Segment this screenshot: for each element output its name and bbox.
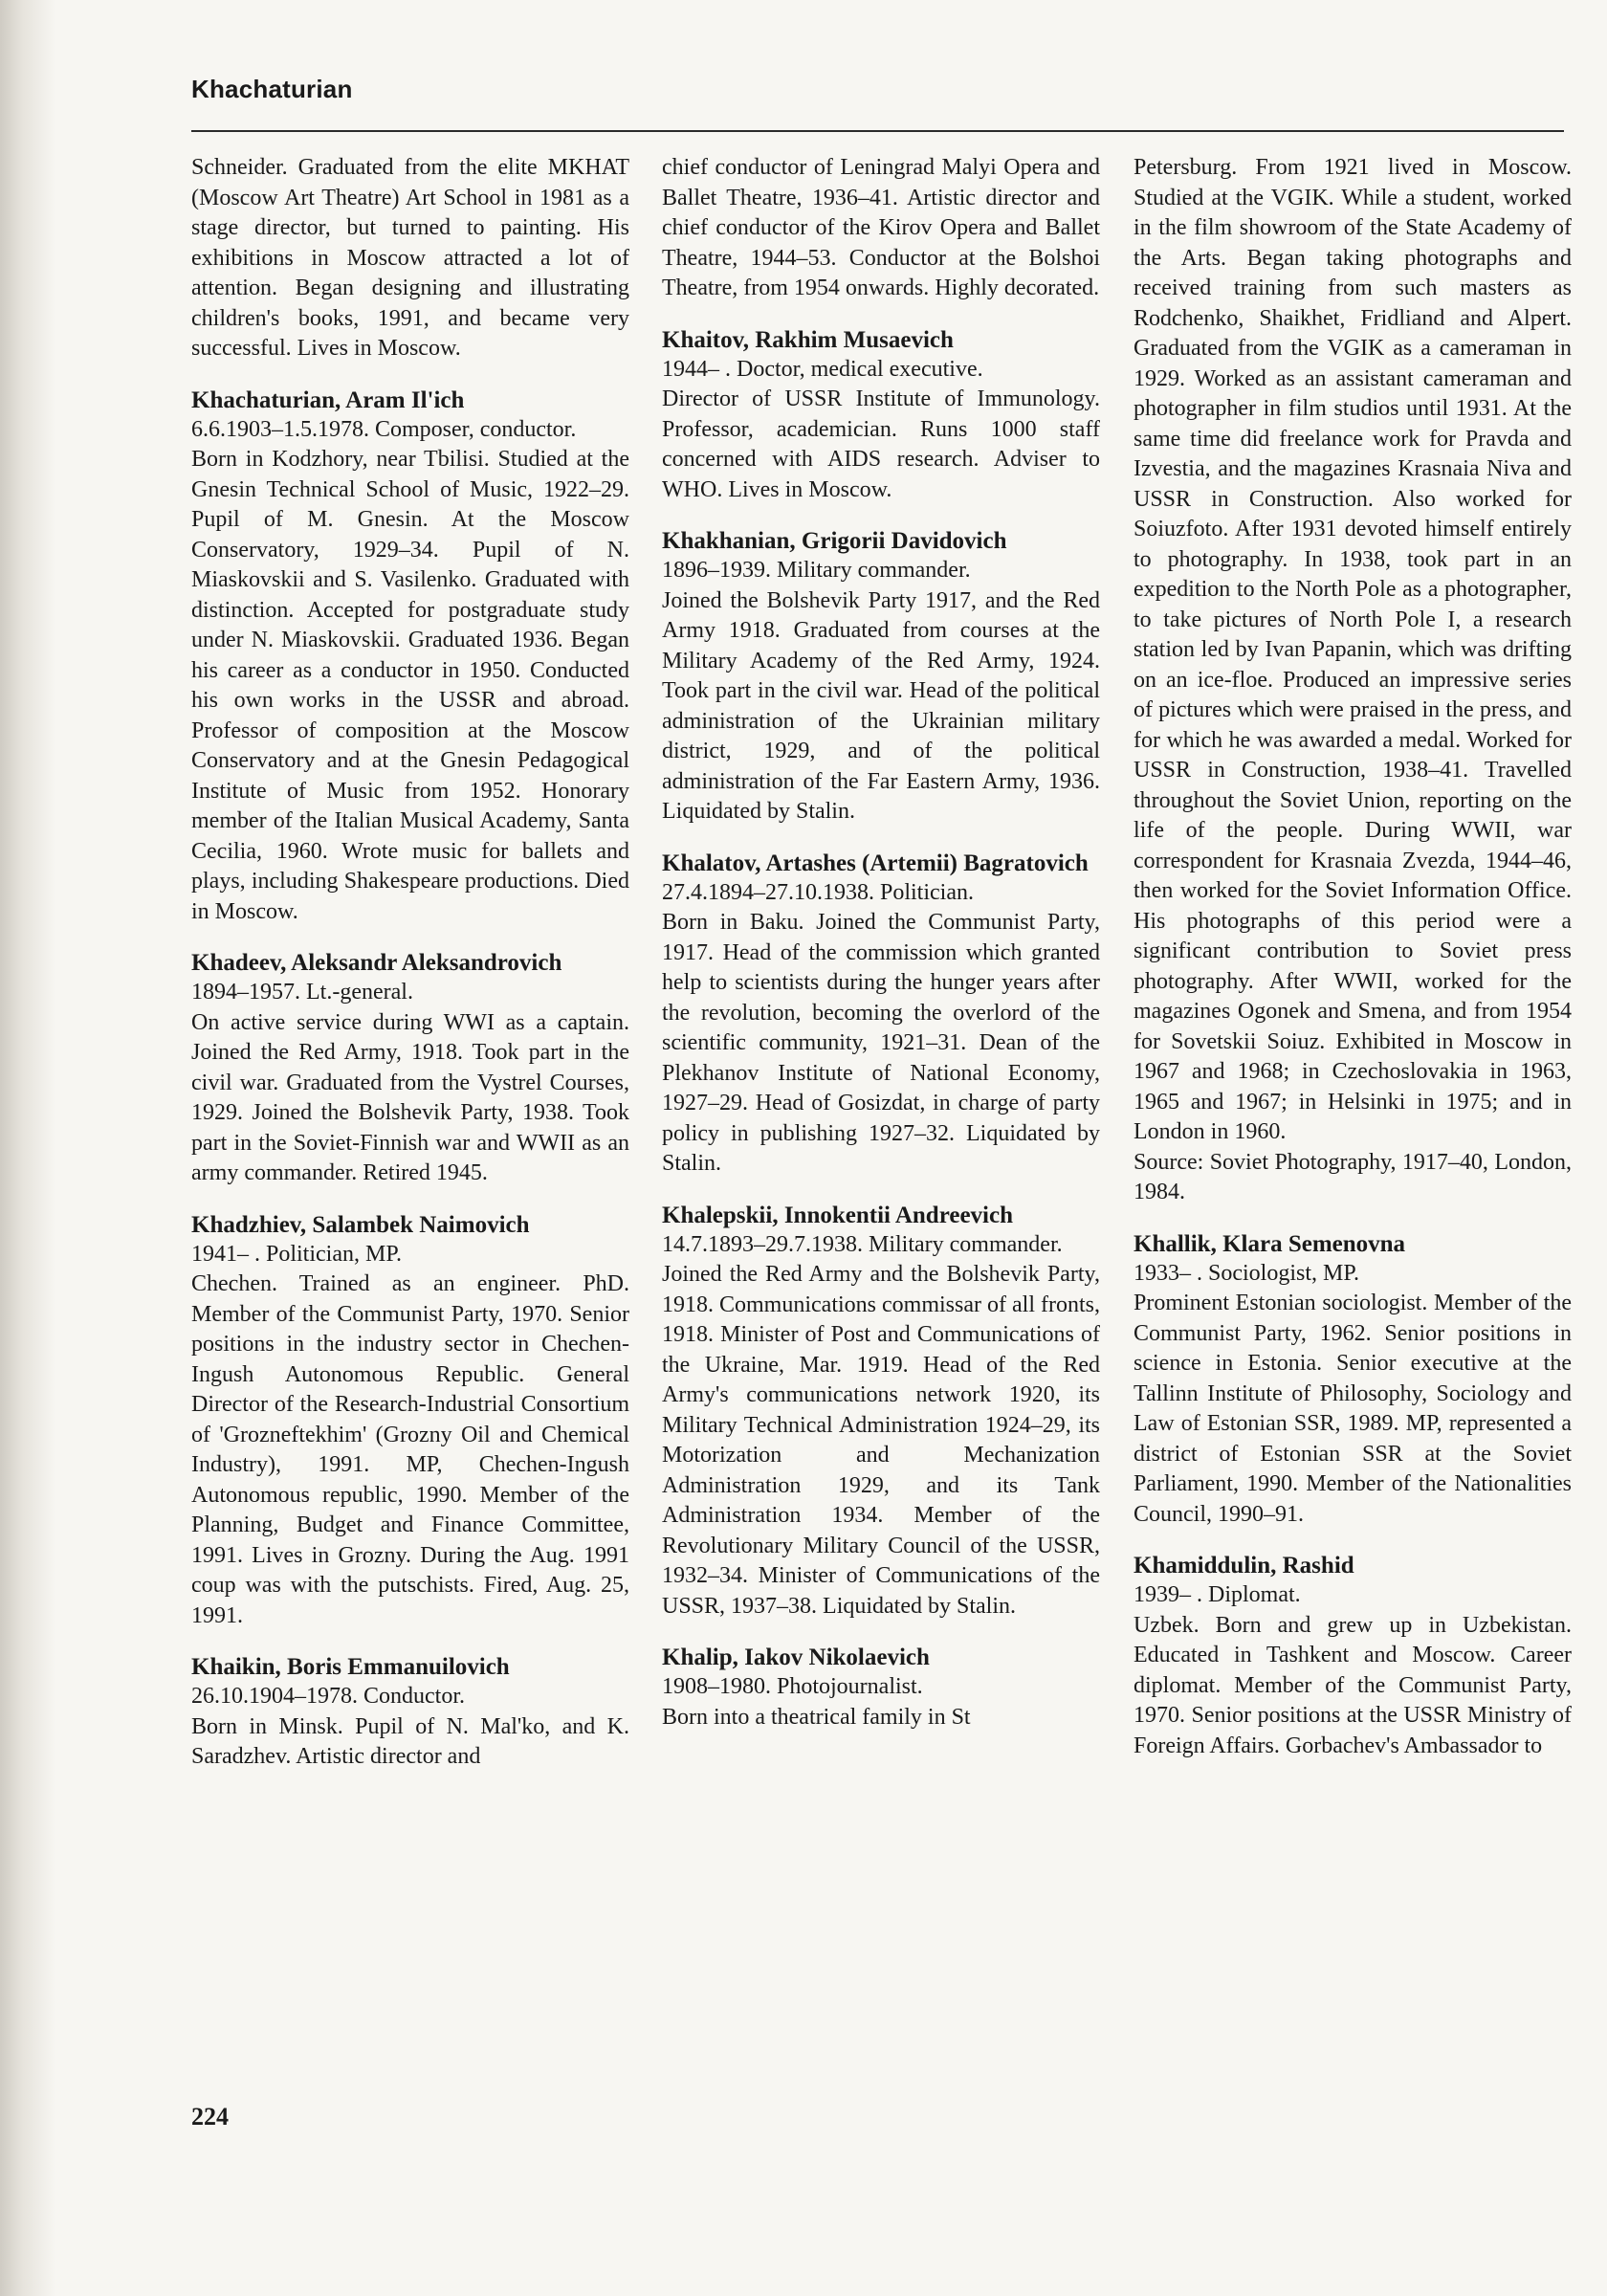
entry-dates: 1894–1957. Lt.-general. [191,980,413,1004]
entry-body: On active service during WWI as a captain. Joined the Red Army, 1918. Took part in the civil war. Graduated from the Vystrel Courses, 1929. Joined the Bolshevik Party, 1938. Took part in the Soviet-Finnish war and WWII as an army commander. Retired 1945. [191,1009,629,1185]
biography-entry [662,849,1100,1180]
header-rule [191,130,1564,132]
entry-name: Khakhanian, Grigorii Davidovich [662,528,1007,554]
biography-entry [662,526,1100,828]
entry-name: Khachaturian, Aram Il'ich [191,386,465,413]
biography-entry [1134,1551,1572,1761]
biography-entry [1134,1229,1572,1531]
entry-dates: 1939– . Diplomat. [1134,1582,1301,1607]
entry-name: Khalip, Iakov Nikolaevich [662,1645,930,1670]
entry-name: Khadzhiev, Salambek Naimovich [191,1211,530,1238]
entry-name: Khamiddulin, Rashid [1134,1553,1354,1578]
entry-name: Khaitov, Rakhim Musaevich [662,326,954,353]
entry-body: Born in Minsk. Pupil of N. Mal'ko, and K. Saradzhev. Artistic director and [191,1713,629,1769]
entry-body: Joined the Bolshevik Party 1917, and the Red Army 1918. Graduated from courses at the Military Academy of the Red Army, 1924. Took part in the civil war. Head of the political administration of the Ukrainian military district, 1929, and of the political administration of the Far Eastern Army, 1936. Liquidated by Stalin. [662,587,1100,824]
entry-name: Khalatov, Artashes (Artemii) Bagratovich [662,850,1089,876]
entry-dates: 26.10.1904–1978. Conductor. [191,1684,465,1709]
entry-body: Source: Soviet Photography, 1917–40, London, 1984. [1134,1149,1572,1204]
biography-entry [191,1210,629,1632]
running-head: Khachaturian [191,75,353,103]
column-1 [191,153,629,1794]
entry-name: Khalepskii, Innokentii Andreevich [662,1202,1013,1228]
entry-body: Prominent Estonian sociologist. Member of the Communist Party, 1962. Senior positions in science in Estonia. Senior executive at the Tallinn Institute of Philosophy, Sociology and Law of Estonian SSR, 1989. MP, represented a district of Estonian SSR at the Soviet Parliament, 1990. Member of the Nationalities Council, 1990–91. [1134,1291,1572,1527]
entry-dates: 1933– . Sociologist, MP. [1134,1260,1360,1286]
biography-entry [662,1201,1100,1623]
biography-entry [191,1652,629,1773]
continued-entry-text [191,153,629,364]
biography-entry [662,1643,1100,1733]
entry-body: Born into a theatrical family in St [662,1704,971,1730]
entry-body: Born in Baku. Joined the Communist Party, 1917. Head of the commission which granted help to scientists during the hunger years after the revolution, becoming the overlord of the scientific community, 1921–31. Dean of the Plekhanov Institute of National Economy, 1927–29. Head of Gosizdat, in charge of party policy in publishing 1927–32. Liquidated by Stalin. [662,910,1100,1176]
entry-dates: 14.7.1893–29.7.1938. Military commander. [662,1231,1063,1257]
column-3 [1134,153,1572,1782]
entry-name: Khadeev, Aleksandr Aleksandrovich [191,950,562,976]
entry-name: Khaikin, Boris Emmanuilovich [191,1654,510,1680]
entry-body: Uzbek. Born and grew up in Uzbekistan. Educated in Tashkent and Moscow. Career diplomat. Member of the Communist Party, 1970. Senior positions at the USSR Ministry of Foreign Affairs. Gorbachev's Ambassador to [1134,1612,1572,1758]
entry-body: Born in Kodzhory, near Tbilisi. Studied at the Gnesin Technical School of Music, 1922–29. Pupil of M. Gnesin. At the Moscow Conservatory, 1929–34. Pupil of N. Miaskovskii and S. Vasilenko. Graduated with distinction. Accepted for postgraduate study under N. Miaskovskii. Graduated 1936. Began his career as a conductor in 1950. Conducted his own works in the USSR and abroad. Professor of composition at the Moscow Conservatory and at the Gnesin Pedagogical Institute of Music from 1952. Honorary member of the Italian Musical Academy, Santa Cecilia, 1960. Wrote music for ballets and plays, including Shakespeare productions. Died in Moscow. [191,447,629,924]
entry-body: Schneider. Graduated from the elite MKHAT (Moscow Art Theatre) Art School in 1981 as a stage director, but turned to painting. His exhibitions in Moscow attracted a lot of attention. Began designing and illustrating children's books, 1991, and became very successful. Lives in Moscow. [191,155,629,361]
page-number: 224 [191,2103,229,2130]
entry-name: Khallik, Klara Semenovna [1134,1230,1406,1257]
entry-body: Chechen. Trained as an engineer. PhD. Member of the Communist Party, 1970. Senior positions in the industry sector in Chechen-Ingush Autonomous Republic. General Director of the Research-Industrial Consortium of 'Grozneftekhim' (Grozny Oil and Chemical Industry), 1991. MP, Chechen-Ingush Autonomous republic, 1990. Member of the Planning, Budget and Finance Committee, 1991. Lives in Grozny. During the Aug. 1991 coup was with the putschists. Fired, Aug. 25, 1991. [191,1271,629,1628]
entry-body: Director of USSR Institute of Immunology. Professor, academician. Runs 1000 staff concerned with AIDS research. Adviser to WHO. Lives in Moscow. [662,386,1100,502]
biography-entry [662,325,1100,506]
column-2 [662,153,1100,1754]
biography-entry [191,948,629,1189]
biography-entry [191,386,629,928]
entry-dates: 27.4.1894–27.10.1938. Politician. [662,879,974,905]
entry-body: chief conductor of Leningrad Malyi Opera and Ballet Theatre, 1936–41. Artistic director and chief conductor of the Kirov Opera and Ballet Theatre, 1944–53. Conductor at the Bolshoi Theatre, from 1954 onwards. Highly decorated. [662,155,1100,300]
entry-dates: 1944– . Doctor, medical executive. [662,356,983,382]
entry-dates: 1941– . Politician, MP. [191,1241,403,1267]
entry-body: Joined the Red Army and the Bolshevik Party, 1918. Communications commissar of all fronts, 1918. Minister of Post and Communications of the Ukraine, Mar. 1919. Head of the Red Army's communications network 1920, its Military Technical Administration 1924–29, its Motorization and Mechanization Administration 1929, and its Tank Administration 1934. Member of the Revolutionary Military Council of the USSR, 1932–34. Minister of Communications of the USSR, 1937–38. Liquidated by Stalin. [662,1262,1100,1619]
entry-dates: 6.6.1903–1.5.1978. Composer, conductor. [191,416,577,442]
entry-dates: 1896–1939. Military commander. [662,558,971,583]
continued-entry-text [662,153,1100,304]
entry-dates: 1908–1980. Photojournalist. [662,1674,923,1699]
entry-body: Petersburg. From 1921 lived in Moscow. Studied at the VGIK. While a student, worked in the film showroom of the State Academy of the Arts. Began taking photographs and received training from such masters as Rodchenko, Shaikhet, Fridliand and Alpert. Graduated from the VGIK as a cameraman in 1929. Worked as an assistant cameraman and photographer in film studios until 1931. At the same time did freelance work for Pravda and Izvestia, and the magazines Krasnaia Niva and USSR in Construction. Also worked for Soiuzfoto. After 1931 devoted himself entirely to photography. In 1938, took part in an expedition to the North Pole as a photographer, to take pictures of North Pole I, a research station led by Ivan Papanin, which was drifting on an ice-floe. Produced an impressive series of pictures which were praised in the press, and for which he was awarded a medal. Worked for USSR in Construction, 1938–41. Travelled throughout the Soviet Union, reporting on the life of the people. During WWII, war correspondent for Krasnaia Zvezda, 1944–46, then worked for the Soviet Information Office. His photographs of this period were a significant contribution to Soviet press photography. After WWII, worked for the magazines Ogonek and Smena, and from 1954 for Sovetskii Soiuz. Exhibited in Moscow in 1967 and 1968; in Czechoslovakia in 1963, 1965 and 1967; in Helsinki in 1975; and in London in 1960. [1134,155,1572,1144]
continued-entry-text [1134,153,1572,1208]
page-binding-shadow [0,0,55,2296]
